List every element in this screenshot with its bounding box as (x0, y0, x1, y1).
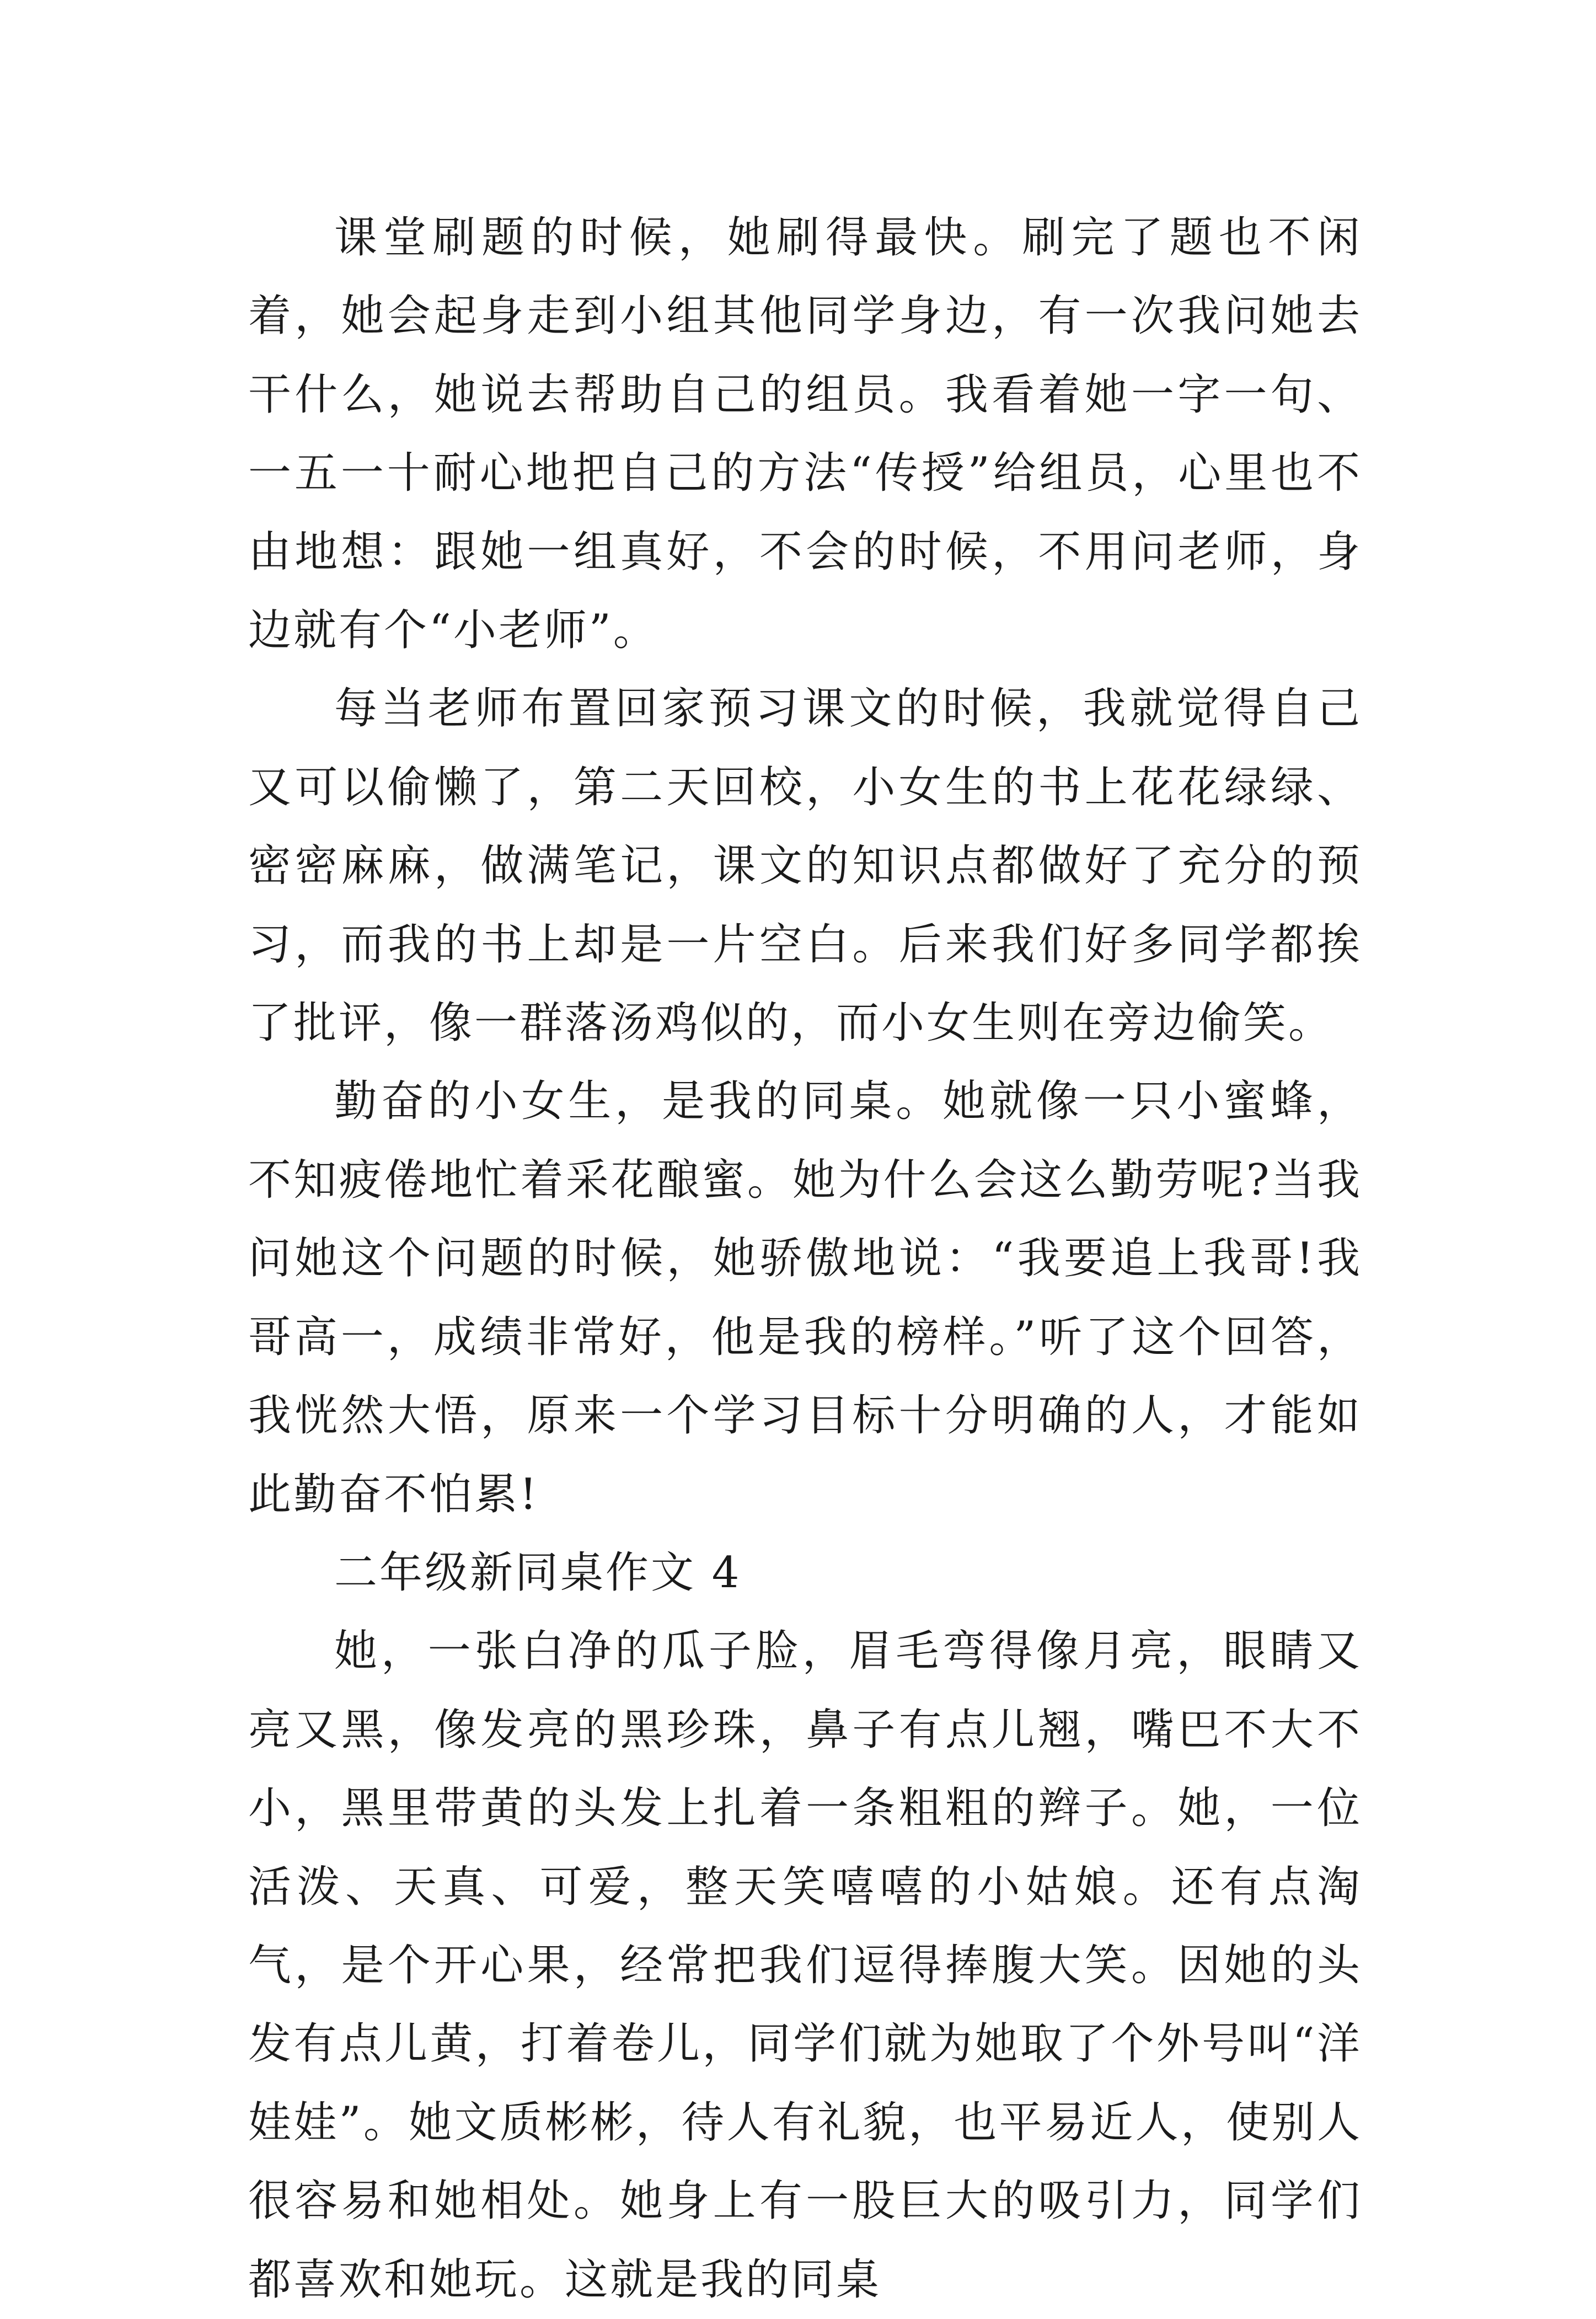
document-body (248, 199, 1362, 2319)
section-paragraph: 她，一张白净的瓜子脸，眉毛弯得像月亮，眼睛又亮又黑，像发亮的黑珍珠，鼻子有点儿翘，嘴巴不大不小，黑里带黄的头发上扎着一条粗粗的辫子。她，一位活泼、天真、可爱，整天笑嘻嘻的小姑娘。还有点淘气，是个开心果，经常把我们逗得捧腹大笑。因她的头发有点儿黄，打着卷儿，同学们就为她取了个外号叫“洋娃娃”。她文质彬彬，待人有礼貌，也平易近人，使别人很容易和她相处。她身上有一股巨大的吸引力，同学们都喜欢和她玩。这就是我的同桌 (248, 1626, 1362, 2305)
paragraph-3: 勤奋的小女生，是我的同桌。她就像一只小蜜蜂，不知疲倦地忙着采花酿蜜。她为什么会这么勤劳呢?当我问她这个问题的时候，她骄傲地说：“我要追上我哥!我哥高一，成绩非常好，他是我的榜样。”听了这个回答，我恍然大悟，原来一个学习目标十分明确的人，才能如此勤奋不怕累! (248, 1077, 1362, 1519)
section-title: 二年级新同桌作文 4 (334, 1547, 742, 1598)
paragraph-1: 课堂刷题的时候，她刷得最快。刷完了题也不闲着，她会起身走到小组其他同学身边，有一次我问她去干什么，她说去帮助自己的组员。我看着她一字一句、一五一十耐心地把自己的方法“传授”给组员，心里也不由地想：跟她一组真好，不会的时候，不用问老师，身边就有个“小老师”。 (248, 213, 1362, 656)
paragraph-2: 每当老师布置回家预习课文的时候，我就觉得自己又可以偷懒了，第二天回校，小女生的书上花花绿绿、密密麻麻，做满笔记，课文的知识点都做好了充分的预习，而我的书上却是一片空白。后来我们好多同学都挨了批评，像一群落汤鸡似的，而小女生则在旁边偷笑。 (248, 684, 1362, 1048)
